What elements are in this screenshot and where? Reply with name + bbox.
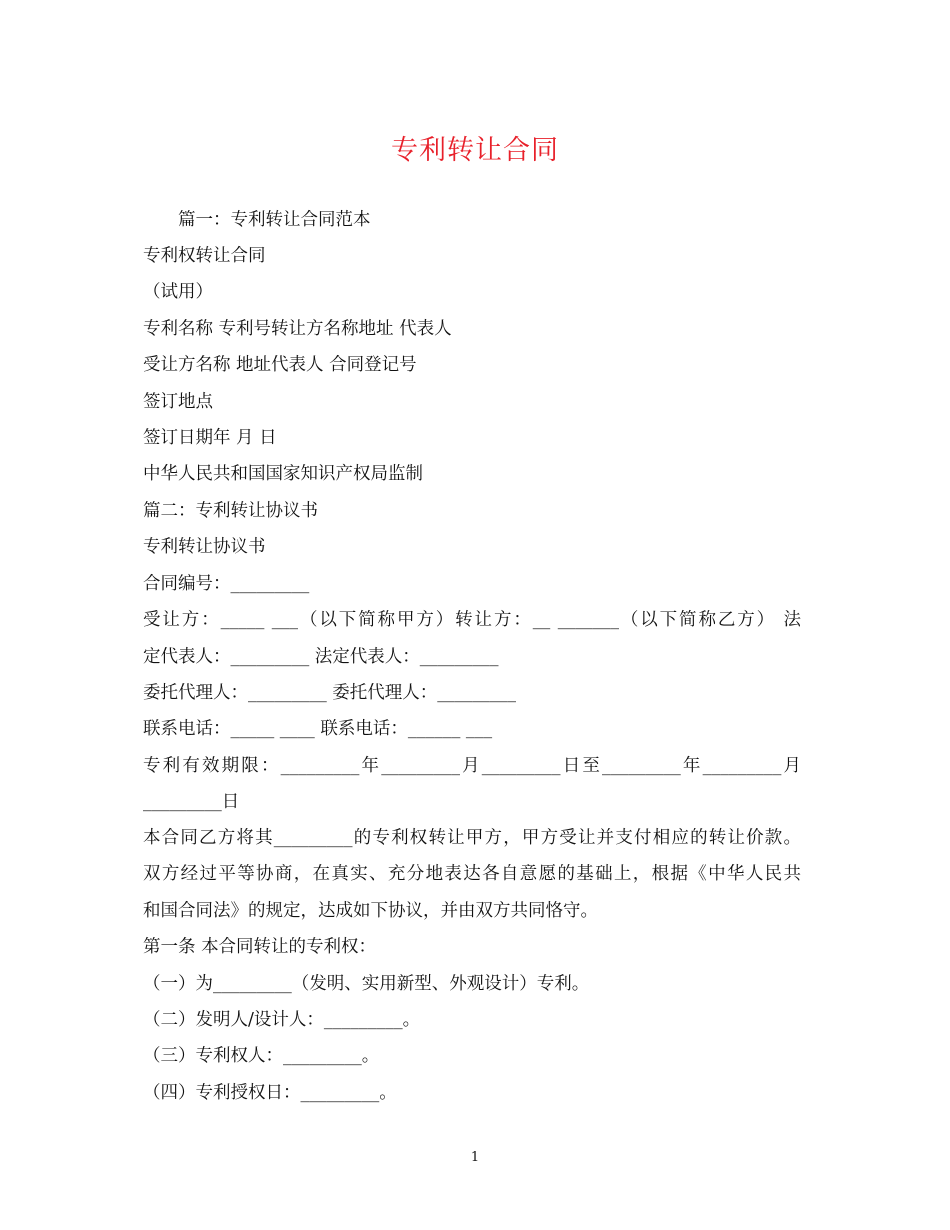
text-line: 受让方名称 地址代表人 合同登记号 bbox=[143, 355, 417, 375]
text-line: （二）发明人/设计人：_________。 bbox=[143, 1010, 421, 1030]
text-line: _________日 bbox=[143, 792, 240, 812]
text-line: 专利权转让合同 bbox=[143, 246, 266, 266]
text-line: 签订地点 bbox=[143, 392, 213, 412]
text-line: 委托代理人：_________ 委托代理人：_________ bbox=[143, 683, 517, 703]
text-line: 双方经过平等协商，在真实、充分地表达各自意愿的基础上，根据《中华人民共 bbox=[143, 864, 801, 884]
text-line: （三）专利权人：_________。 bbox=[143, 1046, 380, 1066]
text-line: 本合同乙方将其_________的专利权转让甲方，甲方受让并支付相应的转让价款。 bbox=[143, 828, 801, 848]
text-line: 签订日期年 月 日 bbox=[143, 428, 277, 448]
text-line: 联系电话：_____ ____ 联系电话：______ ___ bbox=[143, 719, 493, 739]
text-line: 专利有效期限：_________年_________月_________日至_________年_________月 bbox=[143, 756, 801, 776]
text-line: 专利名称 专利号转让方名称地址 代表人 bbox=[143, 319, 452, 339]
document-title: 专利转让合同 bbox=[391, 135, 559, 166]
text-line: 中华人民共和国国家知识产权局监制 bbox=[143, 464, 423, 484]
text-line: （一）为_________（发明、实用新型、外观设计）专利。 bbox=[143, 974, 590, 994]
text-line: （四）专利授权日：_________。 bbox=[143, 1083, 397, 1103]
text-line: 第一条 本合同转让的专利权： bbox=[143, 937, 377, 957]
text-line: 和国合同法》的规定，达成如下协议，并由双方共同恪守。 bbox=[143, 901, 598, 921]
text-line: （试用） bbox=[143, 282, 213, 302]
section-heading: 篇一：专利转让合同范本 bbox=[178, 210, 371, 230]
page-number: 1 bbox=[470, 1150, 480, 1165]
text-line: 受让方：_____ ___（以下简称甲方）转让方：__ _______（以下简称乙方） 法 bbox=[143, 610, 801, 630]
text-line: 专利转让协议书 bbox=[143, 537, 266, 557]
text-line: 合同编号：_________ bbox=[143, 574, 310, 594]
section-heading: 篇二：专利转让协议书 bbox=[143, 501, 318, 521]
text-line: 定代表人：_________ 法定代表人：_________ bbox=[143, 647, 499, 667]
